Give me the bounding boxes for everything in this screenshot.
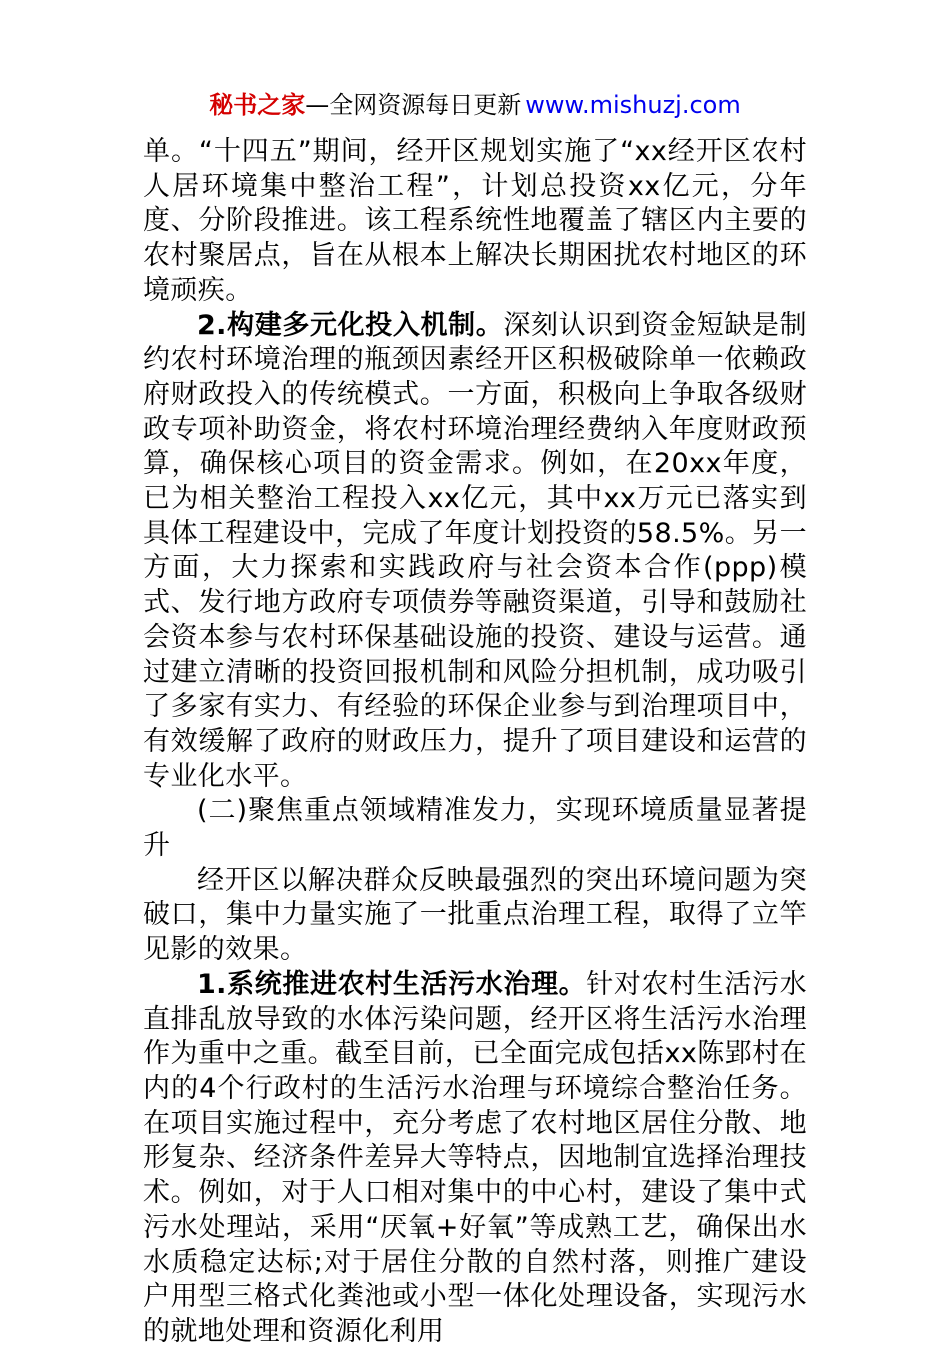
header-dash: — xyxy=(305,91,330,119)
paragraph-text: 深刻认识到资金短缺是制约农村环境治理的瓶颈因素经开区积极破除单一依赖政府财政投入的传统模式。一方面，积极向上争取各级财政专项补助资金，将农村环境治理经费纳入年度财政预算，确保核心项目的资金需求。例如，在20xx年度，已为相关整治工程投入xx亿元，其中xx万元已落实到具体工程建设中，完成了年度计划投资的58.5%。另一方面，大力探索和实践政府与社会资本合作(ppp)模式、发行地方政府专项债券等融资渠道，引导和鼓励社会资本参与农村环保基础设施的投资、建设与运营。通过建立清晰的投资回报机制和风险分担机制，成功吸引了多家有实力、有经验的环保企业参与到治理项目中，有效缓解了政府的财政压力，提升了项目建设和运营的专业化水平。 xyxy=(143,309,808,792)
paragraph-text: (二)聚焦重点领域精准发力，实现环境质量显著提升 xyxy=(143,795,807,862)
paragraph-text: 经开区以解决群众反映最强烈的突出环境问题为突破口，集中力量实施了一批重点治理工程，取得了立竿见影的效果。 xyxy=(143,864,807,966)
paragraph-investment-mechanism xyxy=(143,309,807,795)
site-url-link[interactable]: www.mishuzj.com xyxy=(525,91,741,119)
paragraph-continuation xyxy=(143,135,807,309)
section-heading xyxy=(143,794,807,863)
paragraph-lead: 1.系统推进农村生活污水治理。 xyxy=(197,968,587,1000)
brand-name: 秘书之家 xyxy=(209,91,306,119)
paragraph-text: 针对农村生活污水直排乱放导致的水体污染问题，经开区将生活污水治理作为重中之重。截至目前，已全面完成包括xx陈郢村在内的4个行政村的生活污水治理与环境综合整治任务。在项目实施过程中，充分考虑了农村地区居住分散、地形复杂、经济条件差异大等特点，因地制宜选择治理技术。例如，对于人口相对集中的中心村，建设了集中式污水处理站，采用“厌氧+好氧”等成熟工艺，确保出水水质稳定达标;对于居住分散的自然村落，则推广建设户用型三格式化粪池或小型一体化处理设备，实现污水的就地处理和资源化利用 xyxy=(143,968,808,1347)
header-tagline: 全网资源每日更新 xyxy=(329,91,522,119)
site-header xyxy=(0,90,950,120)
paragraph-sewage-treatment xyxy=(143,968,807,1350)
paragraph-text: 单。“十四五”期间，经开区规划实施了“xx经开区农村人居环境集中整治工程”，计划总投资xx亿元，分年度、分阶段推进。该工程系统性地覆盖了辖区内主要的农村聚居点，旨在从根本上解决长期困扰农村地区的环境顽疾。 xyxy=(143,136,807,306)
paragraph-lead: 2.构建多元化投入机制。 xyxy=(197,309,504,341)
paragraph-section-intro xyxy=(143,864,807,968)
document-body xyxy=(143,135,807,1350)
